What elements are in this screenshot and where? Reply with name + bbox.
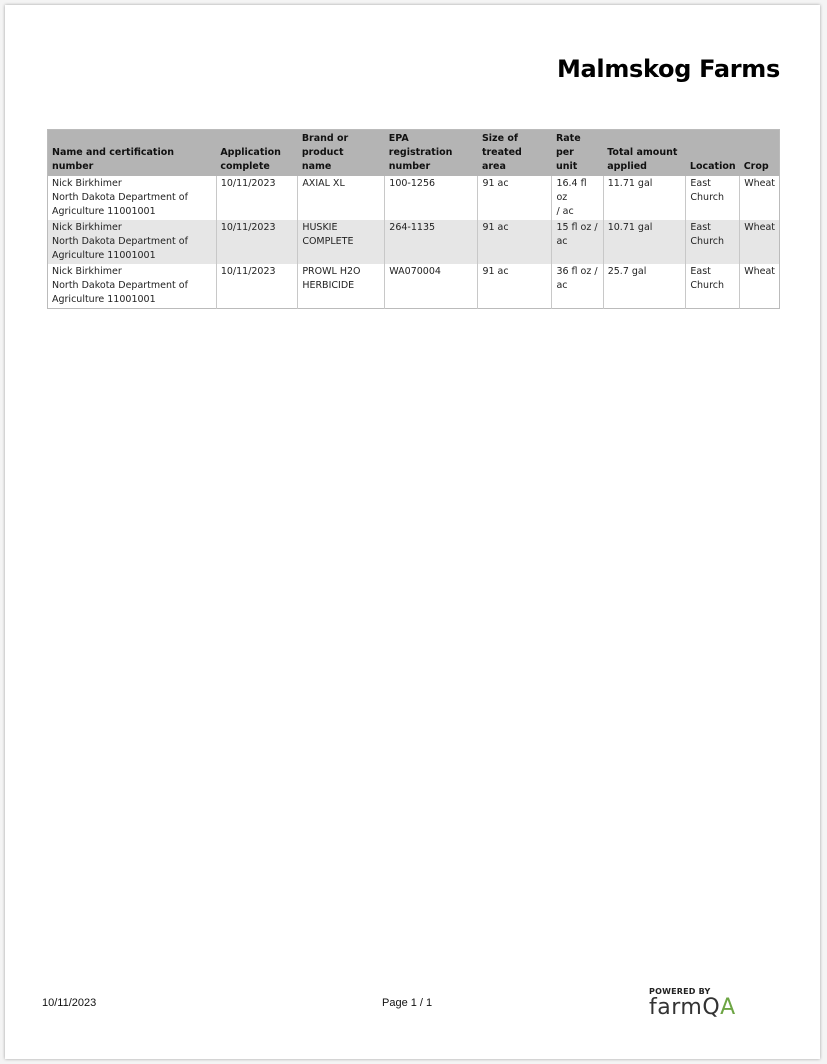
column-header-application-complete: Application complete	[216, 130, 298, 177]
cell-date: 10/11/2023	[216, 220, 298, 264]
cell-rate: 15 fl oz / ac	[552, 220, 603, 264]
table-header-row	[48, 130, 780, 177]
report-page	[5, 5, 820, 1059]
cell-size: 91 ac	[478, 176, 552, 220]
column-header-treated-area: Size of treated area	[478, 130, 552, 177]
farm-title: Malmskog Farms	[556, 55, 780, 83]
cell-location: East Church	[686, 264, 740, 309]
column-header-product-name: Brand or product name	[298, 130, 385, 177]
cell-total: 10.71 gal	[603, 220, 686, 264]
cell-rate: 16.4 fl oz / ac	[552, 176, 603, 220]
logo-accent-text: A	[720, 995, 736, 1020]
farmqa-logo	[649, 997, 779, 1019]
footer-date: 10/11/2023	[42, 997, 97, 1009]
table-row	[48, 264, 780, 309]
powered-by-label: POWERED BY	[649, 987, 711, 996]
cell-name-cert: Nick Birkhimer North Dakota Department of Agriculture 11001001	[52, 178, 188, 217]
table-row	[48, 220, 780, 264]
cell-product: PROWL H2O HERBICIDE	[298, 264, 385, 309]
cell-date: 10/11/2023	[216, 264, 298, 309]
cell-epa: WA070004	[385, 264, 478, 309]
cell-location: East Church	[686, 220, 740, 264]
column-header-epa-number: EPA registration number	[385, 130, 478, 177]
cell-total: 11.71 gal	[603, 176, 686, 220]
cell-epa: 264-1135	[385, 220, 478, 264]
column-header-location: Location	[686, 130, 740, 177]
cell-name-cert: Nick Birkhimer North Dakota Department of Agriculture 11001001	[48, 220, 217, 264]
logo-main-text: farmQ	[649, 995, 721, 1020]
cell-crop: Wheat	[740, 264, 780, 309]
column-header-total-applied: Total amount applied	[603, 130, 686, 177]
cell-rate: 36 fl oz / ac	[552, 264, 603, 309]
farmqa-brand	[649, 987, 779, 1019]
pesticide-application-table	[47, 129, 780, 309]
cell-epa: 100-1256	[385, 176, 478, 220]
cell-total: 25.7 gal	[603, 264, 686, 309]
cell-crop: Wheat	[740, 176, 780, 220]
table-row	[48, 176, 780, 220]
cell-size: 91 ac	[478, 264, 552, 309]
column-header-rate: Rate per unit	[552, 130, 603, 177]
cell-location: East Church	[686, 176, 740, 220]
column-header-crop: Crop	[740, 130, 780, 177]
cell-size: 91 ac	[478, 220, 552, 264]
column-header-name: Name and certification number	[48, 130, 217, 177]
cell-date: 10/11/2023	[216, 176, 298, 220]
cell-name-cert: Nick Birkhimer North Dakota Department of Agriculture 11001001	[52, 266, 188, 305]
footer-page-number: Page 1 / 1	[382, 997, 433, 1009]
cell-crop: Wheat	[740, 220, 780, 264]
cell-product: HUSKIE COMPLETE	[298, 220, 385, 264]
cell-product: AXIAL XL	[298, 176, 385, 220]
